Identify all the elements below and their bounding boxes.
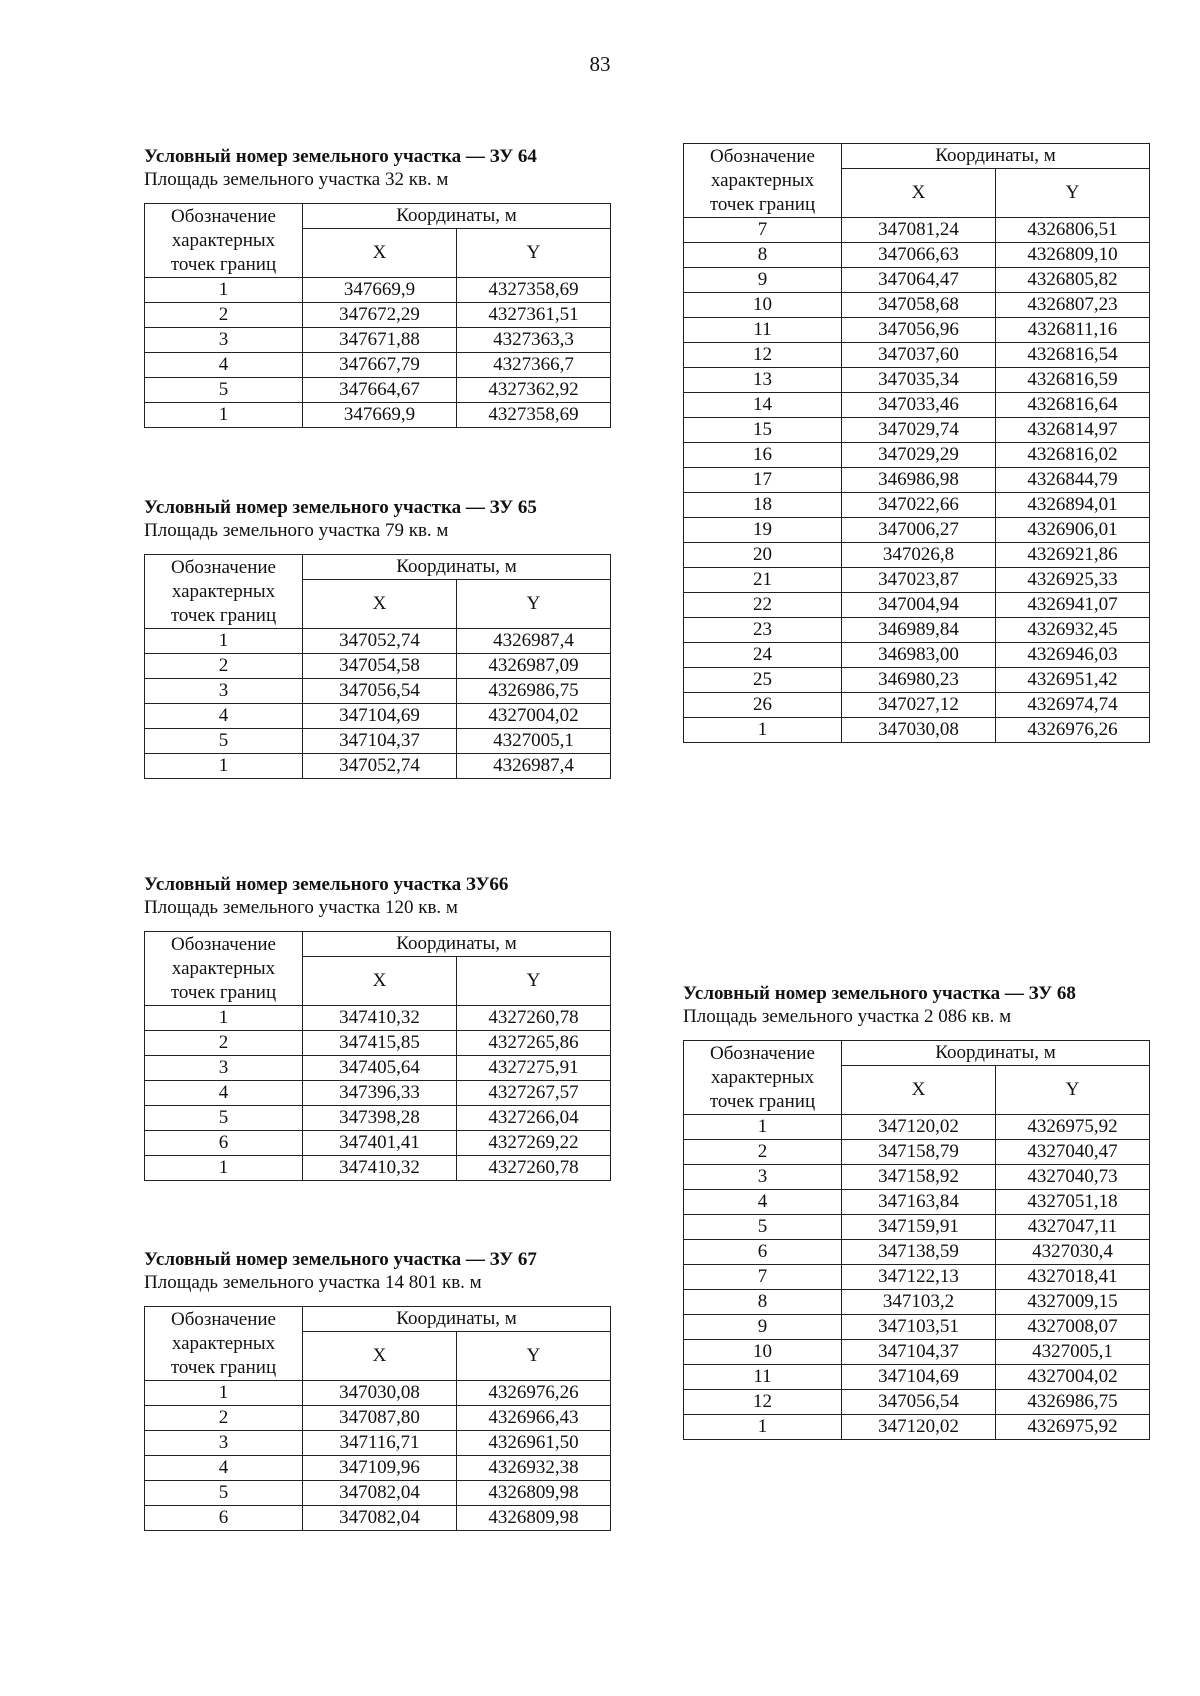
coord-x: 347405,64 <box>303 1056 457 1081</box>
coord-y: 4327275,91 <box>457 1056 611 1081</box>
coord-y: 4327358,69 <box>457 278 611 303</box>
point-number: 5 <box>145 729 303 754</box>
table-row <box>684 343 1150 368</box>
header-point-designation: Обозначение характерных точек границ <box>145 1307 303 1381</box>
table-row <box>145 353 611 378</box>
table-row <box>684 593 1150 618</box>
block-zu67-continuation <box>683 143 1150 743</box>
coord-x: 347672,29 <box>303 303 457 328</box>
coord-x: 347415,85 <box>303 1031 457 1056</box>
table-row <box>145 1381 611 1406</box>
coord-x: 347120,02 <box>842 1115 996 1140</box>
point-number: 1 <box>684 1415 842 1440</box>
coord-x: 346980,23 <box>842 668 996 693</box>
plot-title: Условный номер земельного участка — ЗУ 65 <box>144 497 537 518</box>
coord-y: 4327040,47 <box>996 1140 1150 1165</box>
coord-y: 4326809,98 <box>457 1481 611 1506</box>
coord-x: 347081,24 <box>842 218 996 243</box>
header-point-designation: Обозначение характерных точек границ <box>145 932 303 1006</box>
coord-y: 4327004,02 <box>457 704 611 729</box>
coord-x: 346986,98 <box>842 468 996 493</box>
header-y: Y <box>457 580 611 629</box>
point-number: 6 <box>684 1240 842 1265</box>
coord-x: 347116,71 <box>303 1431 457 1456</box>
table-row <box>684 1340 1150 1365</box>
point-number: 13 <box>684 368 842 393</box>
table-row <box>684 718 1150 743</box>
point-number: 1 <box>145 1156 303 1181</box>
table-row <box>684 1390 1150 1415</box>
point-number: 5 <box>145 378 303 403</box>
header-y: Y <box>996 1066 1150 1115</box>
table-row <box>684 393 1150 418</box>
block-zu64 <box>144 145 611 428</box>
coord-y: 4326941,07 <box>996 593 1150 618</box>
coord-x: 347030,08 <box>303 1381 457 1406</box>
coord-x: 347052,74 <box>303 629 457 654</box>
table-row <box>145 1106 611 1131</box>
point-number: 5 <box>684 1215 842 1240</box>
coord-y: 4327361,51 <box>457 303 611 328</box>
table-row <box>145 679 611 704</box>
coord-x: 347054,58 <box>303 654 457 679</box>
point-number: 23 <box>684 618 842 643</box>
point-number: 1 <box>145 403 303 428</box>
coord-y: 4327267,57 <box>457 1081 611 1106</box>
point-number: 2 <box>145 1406 303 1431</box>
coord-y: 4326816,59 <box>996 368 1150 393</box>
coord-x: 347664,67 <box>303 378 457 403</box>
coord-y: 4326976,26 <box>457 1381 611 1406</box>
coord-y: 4326814,97 <box>996 418 1150 443</box>
table-row <box>145 629 611 654</box>
table-row <box>145 1456 611 1481</box>
header-coordinates: Координаты, м <box>303 1307 611 1332</box>
coord-x: 347030,08 <box>842 718 996 743</box>
coord-y: 4327366,7 <box>457 353 611 378</box>
coord-y: 4326811,16 <box>996 318 1150 343</box>
point-number: 8 <box>684 1290 842 1315</box>
block-zu65 <box>144 496 611 779</box>
point-number: 16 <box>684 443 842 468</box>
header-x: X <box>303 580 457 629</box>
coord-y: 4326932,38 <box>457 1456 611 1481</box>
coord-y: 4326844,79 <box>996 468 1150 493</box>
coord-x: 346983,00 <box>842 643 996 668</box>
table-row <box>145 1156 611 1181</box>
table-row <box>145 1406 611 1431</box>
point-number: 1 <box>145 629 303 654</box>
coord-x: 347058,68 <box>842 293 996 318</box>
coord-x: 347669,9 <box>303 278 457 303</box>
table-row <box>145 1081 611 1106</box>
coordinates-table <box>144 931 611 1181</box>
block-zu68 <box>683 982 1150 1440</box>
point-number: 3 <box>145 1431 303 1456</box>
coord-y: 4326806,51 <box>996 218 1150 243</box>
plot-title: Условный номер земельного участка — ЗУ 64 <box>144 146 537 167</box>
point-number: 1 <box>684 1115 842 1140</box>
coord-x: 347064,47 <box>842 268 996 293</box>
table-row <box>684 368 1150 393</box>
point-number: 14 <box>684 393 842 418</box>
coord-y: 4326976,26 <box>996 718 1150 743</box>
coord-y: 4326816,02 <box>996 443 1150 468</box>
coord-y: 4326975,92 <box>996 1115 1150 1140</box>
table-row <box>684 1415 1150 1440</box>
table-row <box>145 1431 611 1456</box>
table-row <box>684 1315 1150 1340</box>
table-row <box>145 378 611 403</box>
point-number: 9 <box>684 268 842 293</box>
coord-x: 347022,66 <box>842 493 996 518</box>
point-number: 5 <box>145 1481 303 1506</box>
header-x: X <box>842 1066 996 1115</box>
coord-y: 4326951,42 <box>996 668 1150 693</box>
header-y: Y <box>457 1332 611 1381</box>
table-row <box>684 1140 1150 1165</box>
coord-x: 347104,69 <box>303 704 457 729</box>
table-row <box>684 493 1150 518</box>
coordinates-table <box>144 554 611 779</box>
header-x: X <box>303 229 457 278</box>
coord-x: 347396,33 <box>303 1081 457 1106</box>
page-number: 83 <box>589 52 611 76</box>
header-coordinates: Координаты, м <box>303 555 611 580</box>
coord-y: 4327266,04 <box>457 1106 611 1131</box>
coord-x: 347035,34 <box>842 368 996 393</box>
point-number: 17 <box>684 468 842 493</box>
coord-x: 347158,79 <box>842 1140 996 1165</box>
plot-area: Площадь земельного участка 14 801 кв. м <box>144 1272 482 1293</box>
coordinates-table <box>683 143 1150 743</box>
coord-y: 4326906,01 <box>996 518 1150 543</box>
point-number: 7 <box>684 218 842 243</box>
coord-y: 4326809,98 <box>457 1506 611 1531</box>
coord-y: 4326921,86 <box>996 543 1150 568</box>
point-number: 4 <box>145 353 303 378</box>
coord-x: 347120,02 <box>842 1415 996 1440</box>
block-zu66 <box>144 873 611 1181</box>
coord-y: 4326987,09 <box>457 654 611 679</box>
plot-title: Условный номер земельного участка — ЗУ 68 <box>683 983 1076 1004</box>
table-row <box>684 1115 1150 1140</box>
coord-y: 4326966,43 <box>457 1406 611 1431</box>
coord-y: 4326894,01 <box>996 493 1150 518</box>
point-number: 11 <box>684 1365 842 1390</box>
coord-y: 4326816,54 <box>996 343 1150 368</box>
point-number: 1 <box>145 1381 303 1406</box>
coord-x: 347109,96 <box>303 1456 457 1481</box>
point-number: 1 <box>145 278 303 303</box>
table-row <box>684 1190 1150 1215</box>
coord-y: 4327047,11 <box>996 1215 1150 1240</box>
coord-y: 4326975,92 <box>996 1415 1150 1440</box>
coord-y: 4326816,64 <box>996 393 1150 418</box>
coord-x: 347023,87 <box>842 568 996 593</box>
point-number: 2 <box>684 1140 842 1165</box>
header-y: Y <box>457 229 611 278</box>
table-row <box>145 1131 611 1156</box>
coord-x: 347087,80 <box>303 1406 457 1431</box>
table-row <box>684 543 1150 568</box>
header-y: Y <box>996 169 1150 218</box>
coord-x: 347104,37 <box>842 1340 996 1365</box>
table-row <box>684 268 1150 293</box>
table-row <box>145 303 611 328</box>
point-number: 3 <box>145 1056 303 1081</box>
point-number: 2 <box>145 654 303 679</box>
coord-x: 347163,84 <box>842 1190 996 1215</box>
point-number: 1 <box>145 754 303 779</box>
coord-y: 4326946,03 <box>996 643 1150 668</box>
plot-area: Площадь земельного участка 2 086 кв. м <box>683 1006 1012 1027</box>
coord-x: 347056,54 <box>842 1390 996 1415</box>
header-x: X <box>303 957 457 1006</box>
table-row <box>684 1165 1150 1190</box>
coord-y: 4327008,07 <box>996 1315 1150 1340</box>
coord-x: 347027,12 <box>842 693 996 718</box>
header-x: X <box>303 1332 457 1381</box>
point-number: 3 <box>684 1165 842 1190</box>
point-number: 18 <box>684 493 842 518</box>
header-y: Y <box>457 957 611 1006</box>
header-point-designation: Обозначение характерных точек границ <box>684 1041 842 1115</box>
block-zu67 <box>144 1248 611 1531</box>
coord-x: 347029,74 <box>842 418 996 443</box>
coord-x: 347103,51 <box>842 1315 996 1340</box>
coord-y: 4326805,82 <box>996 268 1150 293</box>
point-number: 4 <box>684 1190 842 1215</box>
point-number: 8 <box>684 243 842 268</box>
point-number: 21 <box>684 568 842 593</box>
coordinates-table <box>144 1306 611 1531</box>
point-number: 3 <box>145 679 303 704</box>
table-row <box>684 568 1150 593</box>
coord-x: 347082,04 <box>303 1506 457 1531</box>
table-row <box>684 293 1150 318</box>
coord-y: 4327005,1 <box>457 729 611 754</box>
table-row <box>684 1290 1150 1315</box>
coord-y: 4327260,78 <box>457 1156 611 1181</box>
coord-y: 4326986,75 <box>996 1390 1150 1415</box>
plot-title: Условный номер земельного участка ЗУ66 <box>144 874 509 895</box>
coord-x: 347052,74 <box>303 754 457 779</box>
table-row <box>145 654 611 679</box>
coord-x: 347104,69 <box>842 1365 996 1390</box>
coord-y: 4327018,41 <box>996 1265 1150 1290</box>
table-row <box>684 318 1150 343</box>
table-row <box>684 1240 1150 1265</box>
coord-x: 347066,63 <box>842 243 996 268</box>
coord-y: 4327005,1 <box>996 1340 1150 1365</box>
point-number: 25 <box>684 668 842 693</box>
point-number: 4 <box>145 1081 303 1106</box>
coord-x: 347138,59 <box>842 1240 996 1265</box>
coord-x: 347004,94 <box>842 593 996 618</box>
coord-y: 4327051,18 <box>996 1190 1150 1215</box>
table-row <box>684 1215 1150 1240</box>
coord-y: 4326807,23 <box>996 293 1150 318</box>
coord-x: 347401,41 <box>303 1131 457 1156</box>
coord-y: 4327363,3 <box>457 328 611 353</box>
coordinates-table <box>683 1040 1150 1440</box>
coord-y: 4326925,33 <box>996 568 1150 593</box>
coord-x: 347410,32 <box>303 1156 457 1181</box>
point-number: 10 <box>684 1340 842 1365</box>
point-number: 10 <box>684 293 842 318</box>
coord-y: 4326987,4 <box>457 754 611 779</box>
point-number: 4 <box>145 1456 303 1481</box>
point-number: 9 <box>684 1315 842 1340</box>
point-number: 15 <box>684 418 842 443</box>
plot-area: Площадь земельного участка 79 кв. м <box>144 520 449 541</box>
point-number: 7 <box>684 1265 842 1290</box>
table-row <box>145 704 611 729</box>
coordinates-table <box>144 203 611 428</box>
table-row <box>145 278 611 303</box>
table-row <box>684 518 1150 543</box>
point-number: 12 <box>684 1390 842 1415</box>
coord-x: 347026,8 <box>842 543 996 568</box>
table-row <box>145 1006 611 1031</box>
coord-y: 4327362,92 <box>457 378 611 403</box>
table-row <box>684 668 1150 693</box>
coord-x: 347398,28 <box>303 1106 457 1131</box>
point-number: 1 <box>145 1006 303 1031</box>
point-number: 4 <box>145 704 303 729</box>
coord-x: 347159,91 <box>842 1215 996 1240</box>
coord-y: 4326809,10 <box>996 243 1150 268</box>
point-number: 6 <box>145 1131 303 1156</box>
header-coordinates: Координаты, м <box>303 932 611 957</box>
table-row <box>145 754 611 779</box>
point-number: 12 <box>684 343 842 368</box>
table-row <box>145 1481 611 1506</box>
table-row <box>145 1506 611 1531</box>
point-number: 24 <box>684 643 842 668</box>
coord-x: 347056,96 <box>842 318 996 343</box>
table-row <box>684 243 1150 268</box>
coord-y: 4327030,4 <box>996 1240 1150 1265</box>
coord-x: 347671,88 <box>303 328 457 353</box>
point-number: 22 <box>684 593 842 618</box>
point-number: 26 <box>684 693 842 718</box>
plot-area: Площадь земельного участка 120 кв. м <box>144 897 458 918</box>
coord-x: 347029,29 <box>842 443 996 468</box>
table-row <box>684 218 1150 243</box>
table-row <box>684 418 1150 443</box>
coord-x: 347158,92 <box>842 1165 996 1190</box>
point-number: 1 <box>684 718 842 743</box>
table-row <box>145 1056 611 1081</box>
point-number: 2 <box>145 303 303 328</box>
table-row <box>684 468 1150 493</box>
coord-x: 347669,9 <box>303 403 457 428</box>
coord-y: 4326986,75 <box>457 679 611 704</box>
table-row <box>684 618 1150 643</box>
table-row <box>684 643 1150 668</box>
table-row <box>684 1265 1150 1290</box>
point-number: 19 <box>684 518 842 543</box>
plot-area: Площадь земельного участка 32 кв. м <box>144 169 449 190</box>
header-coordinates: Координаты, м <box>842 1041 1150 1066</box>
plot-title: Условный номер земельного участка — ЗУ 67 <box>144 1249 537 1270</box>
point-number: 2 <box>145 1031 303 1056</box>
coord-y: 4327269,22 <box>457 1131 611 1156</box>
point-number: 3 <box>145 328 303 353</box>
point-number: 11 <box>684 318 842 343</box>
table-row <box>684 693 1150 718</box>
table-row <box>145 729 611 754</box>
coord-x: 347006,27 <box>842 518 996 543</box>
point-number: 5 <box>145 1106 303 1131</box>
coord-y: 4327265,86 <box>457 1031 611 1056</box>
table-row <box>684 1365 1150 1390</box>
coord-y: 4327004,02 <box>996 1365 1150 1390</box>
coord-x: 347082,04 <box>303 1481 457 1506</box>
table-row <box>145 328 611 353</box>
coord-x: 347122,13 <box>842 1265 996 1290</box>
coord-x: 347410,32 <box>303 1006 457 1031</box>
coord-x: 346989,84 <box>842 618 996 643</box>
coord-x: 347104,37 <box>303 729 457 754</box>
coord-x: 347037,60 <box>842 343 996 368</box>
header-coordinates: Координаты, м <box>842 144 1150 169</box>
coord-y: 4326932,45 <box>996 618 1150 643</box>
coord-y: 4326961,50 <box>457 1431 611 1456</box>
header-point-designation: Обозначение характерных точек границ <box>145 204 303 278</box>
coord-y: 4326987,4 <box>457 629 611 654</box>
coord-y: 4327009,15 <box>996 1290 1150 1315</box>
coord-x: 347667,79 <box>303 353 457 378</box>
coord-x: 347056,54 <box>303 679 457 704</box>
header-x: X <box>842 169 996 218</box>
header-point-designation: Обозначение характерных точек границ <box>684 144 842 218</box>
table-row <box>145 403 611 428</box>
table-row <box>684 443 1150 468</box>
point-number: 6 <box>145 1506 303 1531</box>
coord-x: 347033,46 <box>842 393 996 418</box>
coord-y: 4327040,73 <box>996 1165 1150 1190</box>
table-row <box>145 1031 611 1056</box>
coord-y: 4327358,69 <box>457 403 611 428</box>
coord-y: 4326974,74 <box>996 693 1150 718</box>
coord-y: 4327260,78 <box>457 1006 611 1031</box>
header-point-designation: Обозначение характерных точек границ <box>145 555 303 629</box>
point-number: 20 <box>684 543 842 568</box>
coord-x: 347103,2 <box>842 1290 996 1315</box>
header-coordinates: Координаты, м <box>303 204 611 229</box>
